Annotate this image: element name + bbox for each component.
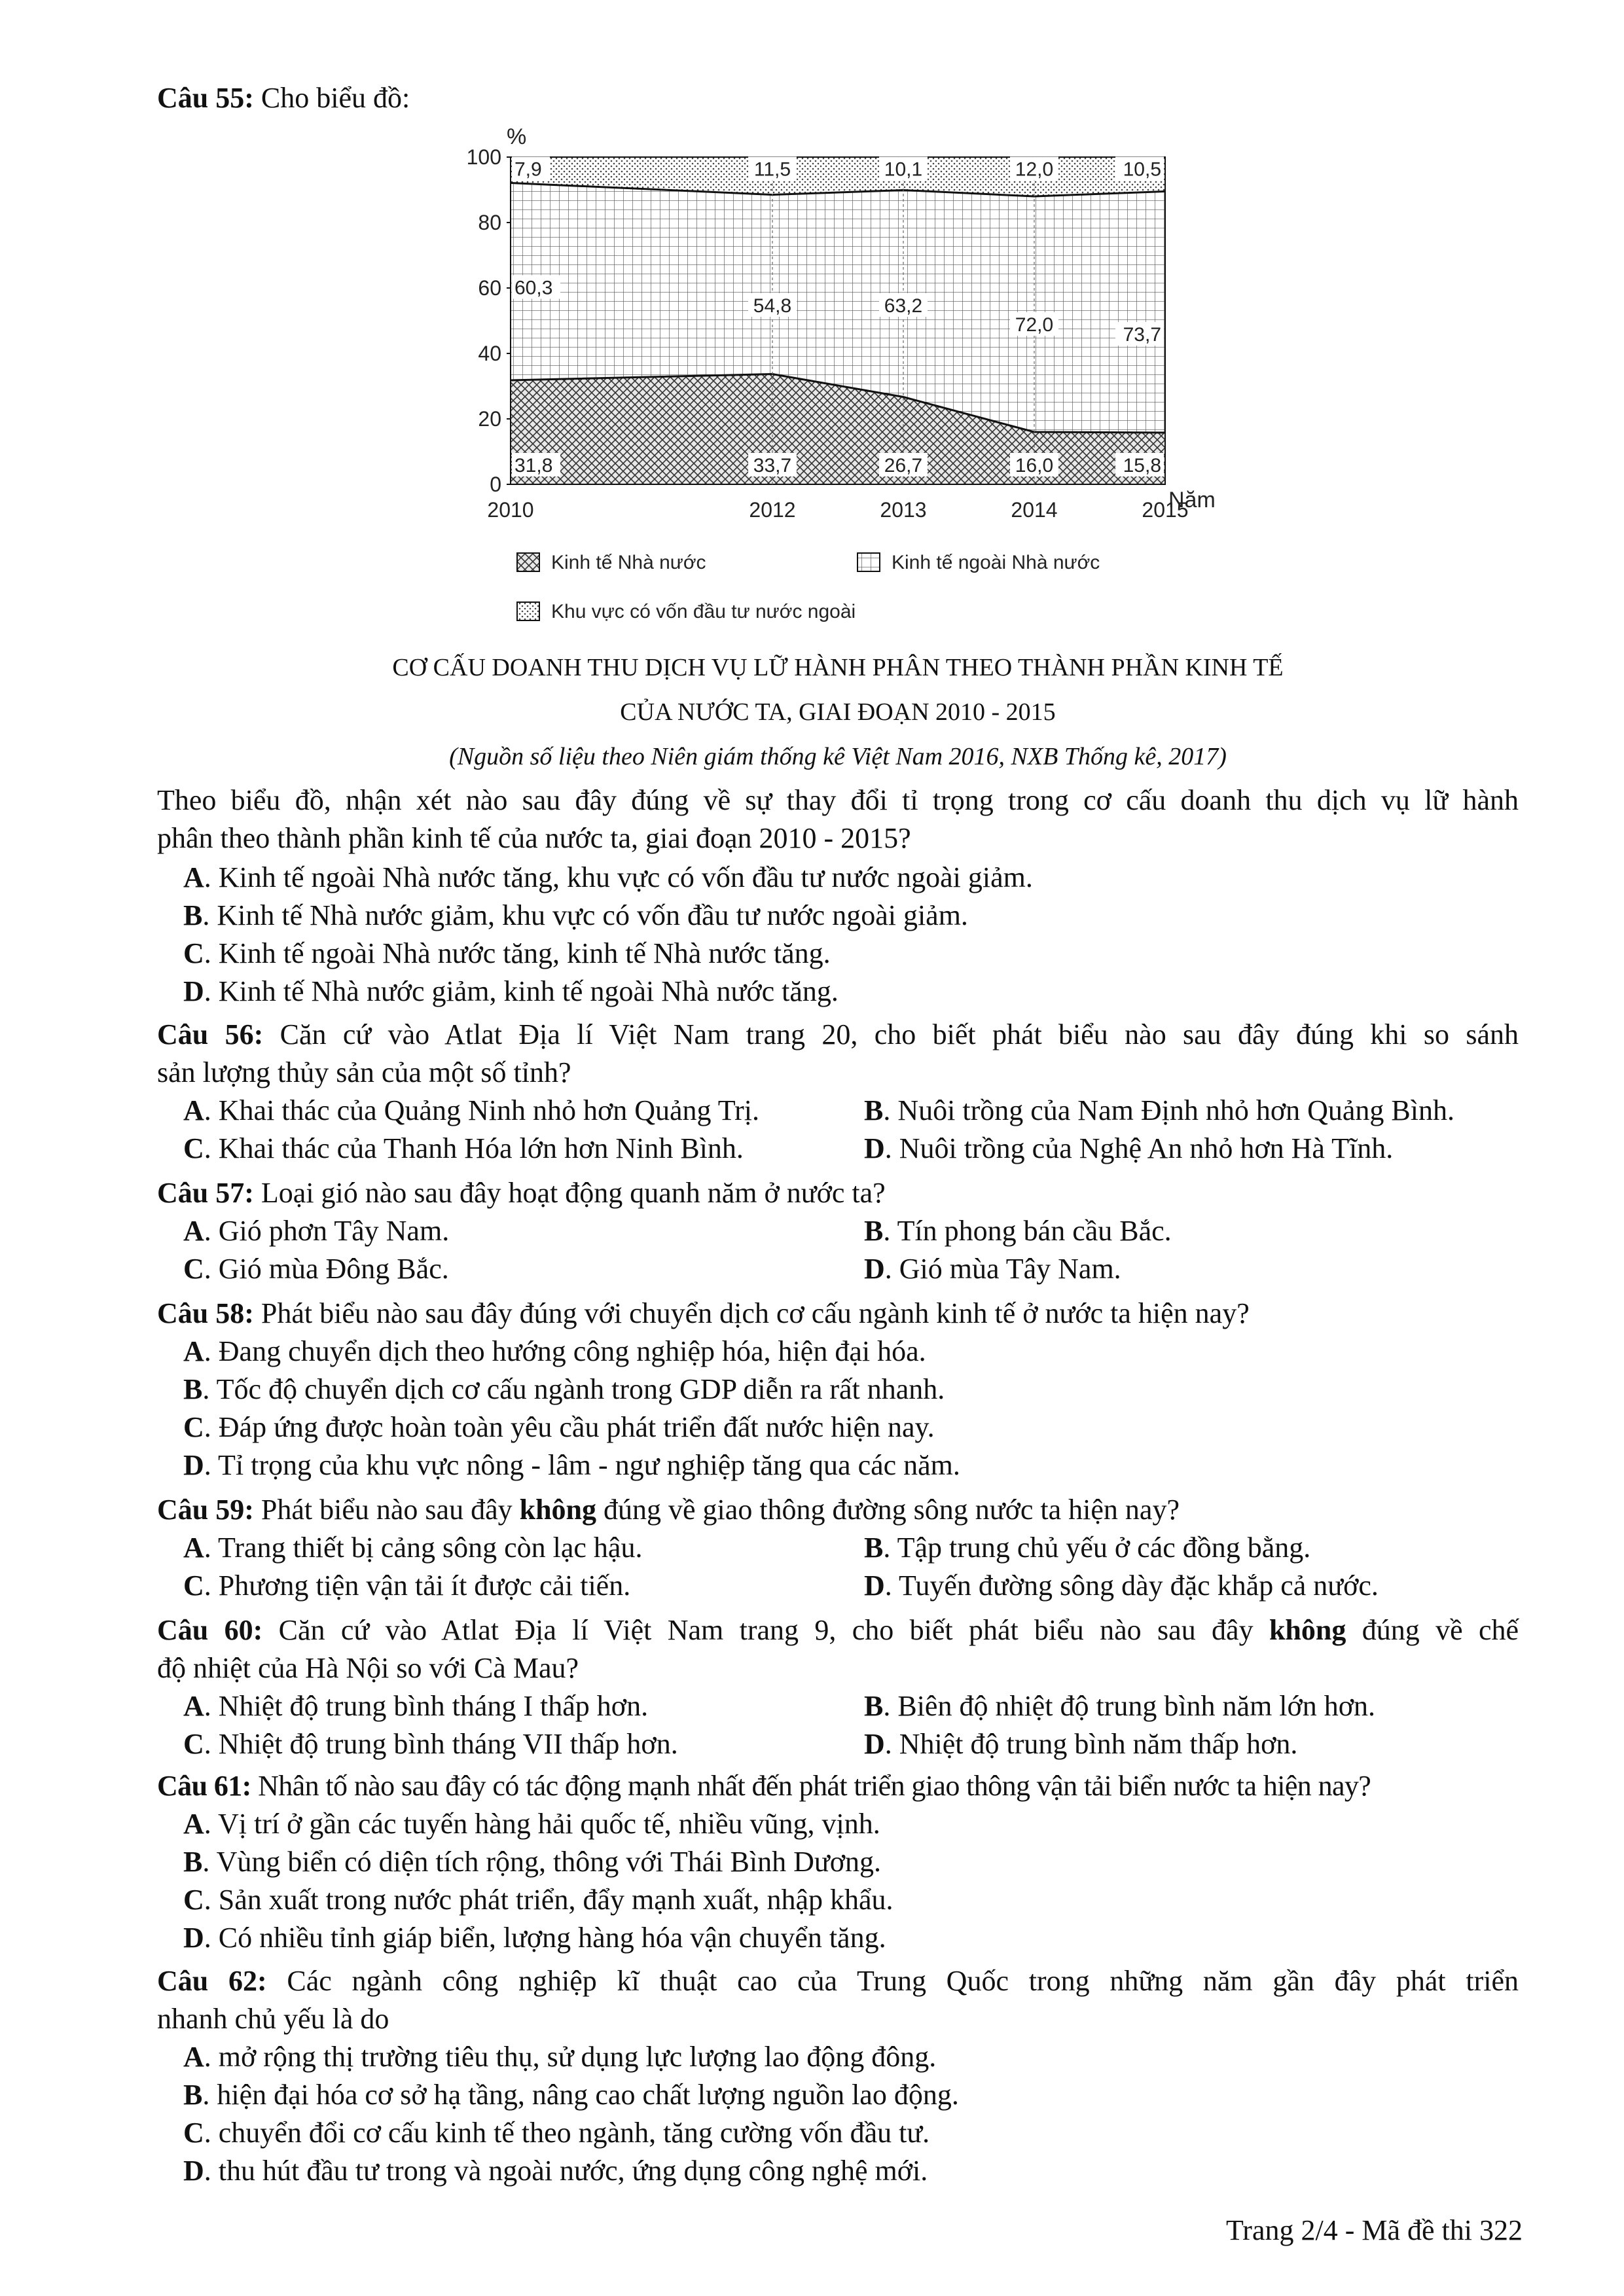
q60-option-b[interactable] [864,1688,1375,1725]
y-tick-label: 80 [478,211,501,234]
q60-line2: độ nhiệt của Hà Nội so với Cà Mau? [157,1652,579,1684]
q59-option-a[interactable] [183,1530,642,1566]
data-label: 10,5 [1123,158,1161,181]
q59-option-d[interactable] [864,1568,1379,1604]
y-tick-label: 40 [478,342,501,365]
page-footer: Trang 2/4 - Mã đề thi 322 [1225,2214,1523,2246]
q62-option-a[interactable] [183,2039,936,2075]
option-letter: B [864,1690,884,1722]
q60-option-c[interactable] [183,1726,678,1763]
option-text: . Tỉ trọng của khu vực nông - lâm - ngư nghiệp tăng qua các năm. [204,1449,960,1481]
option-text: . Đáp ứng được hoàn toàn yêu cầu phát triển đất nước hiện nay. [204,1411,935,1443]
q60-text-bold: không [1269,1614,1346,1646]
option-text: . Tuyến đường sông dày đặc khắp cả nước. [884,1570,1379,1602]
legend-swatch-non-state-sector [857,553,880,571]
q61-option-c[interactable] [183,1882,893,1918]
q55-text: Cho biểu đồ: [261,82,410,114]
option-text: . Biên độ nhiệt độ trung bình năm lớn hơn. [883,1690,1376,1722]
q59-text-post: đúng về giao thông đường sông nước ta hiện nay? [604,1494,1180,1526]
data-label: 26,7 [884,455,923,476]
option-text: . Khai thác của Thanh Hóa lớn hơn Ninh Bình. [204,1132,744,1164]
q59-text-pre: Phát biểu nào sau đây [261,1494,513,1526]
q58-label: Câu 58: [157,1297,254,1329]
q57-option-a[interactable] [183,1213,449,1249]
q56-text: Căn cứ vào Atlat Địa lí Việt Nam trang 20, cho biết phát biểu nào sau đây đúng khi so sánh [280,1018,1519,1050]
q61-option-a[interactable] [183,1806,880,1842]
y-tick-label: 0 [490,473,501,496]
option-letter: C [183,1884,204,1916]
legend-label-fdi-sector: Khu vực có vốn đầu tư nước ngoài [551,601,856,622]
x-tick-label: 2015 [1142,498,1189,522]
option-letter: A [183,1690,204,1722]
option-letter: C [183,1728,204,1760]
option-text: . Trang thiết bị cảng sông còn lạc hậu. [204,1532,643,1564]
q56-option-c[interactable] [183,1130,744,1167]
x-axis-unit: Năm [1168,488,1216,512]
option-text: . Vùng biển có diện tích rộng, thông với Thái Bình Dương. [202,1846,882,1878]
q62-line1 [157,1963,1519,2000]
chart-plot-area [467,145,1189,522]
y-axis-unit: % [507,124,527,149]
q60-line1 [157,1612,1519,1649]
x-tick-label: 2014 [1011,498,1058,522]
q58-option-d[interactable] [183,1447,960,1484]
option-text: . Khai thác của Quảng Ninh nhỏ hơn Quảng Trị. [204,1094,759,1126]
data-label: 16,0 [1015,455,1054,476]
q55-option-b[interactable] [183,897,968,934]
option-text: . hiện đại hóa cơ sở hạ tầng, nâng cao chất lượng nguồn lao động. [202,2079,959,2111]
option-letter: C [183,1570,204,1602]
q57-option-c[interactable] [183,1251,449,1287]
q61-option-b[interactable] [183,1844,881,1880]
q60-option-d[interactable] [864,1726,1297,1763]
q58-option-b[interactable] [183,1371,945,1408]
q55-question-line2: phân theo thành phần kinh tế của nước ta, giai đoạn 2010 - 2015? [157,822,911,854]
data-label: 31,8 [514,455,553,476]
option-letter: C [183,2117,204,2149]
legend-swatch-fdi-sector [517,602,539,620]
q55-header [157,80,410,117]
q57-option-d[interactable] [864,1251,1121,1287]
q55-question-line1: Theo biểu đồ, nhận xét nào sau đây đúng về sự thay đổi tỉ trọng trong cơ cấu doanh thu dịch vụ lữ hành [157,784,1519,816]
q55-option-d[interactable] [183,973,839,1010]
data-label: 54,8 [753,295,792,317]
option-text: . mở rộng thị trường tiêu thụ, sử dụng lực lượng lao động đông. [204,2041,937,2073]
option-letter: B [864,1532,884,1564]
q61-option-d[interactable] [183,1920,886,1956]
q55-source: (Nguồn số liệu theo Niên giám thống kê Việt Nam 2016, NXB Thống kê, 2017) [449,743,1227,770]
q61-text: Nhân tố nào sau đây có tác động mạnh nhất đến phát triển giao thông vận tải biển nước ta hiện nay? [258,1770,1371,1802]
q58-option-c[interactable] [183,1409,935,1446]
q59-option-b[interactable] [864,1530,1310,1566]
option-text: . Đang chuyển dịch theo hướng công nghiệp hóa, hiện đại hóa. [204,1335,926,1367]
legend-label-state-sector: Kinh tế Nhà nước [551,552,706,573]
option-letter: D [864,1570,885,1602]
option-letter: A [183,1532,204,1564]
option-text: . Có nhiều tỉnh giáp biển, lượng hàng hóa vận chuyển tăng. [204,1922,886,1954]
option-letter: D [864,1253,885,1285]
q61-label: Câu 61: [157,1770,251,1802]
option-text: . Sản xuất trong nước phát triển, đẩy mạnh xuất, nhập khẩu. [204,1884,893,1916]
q56-option-d[interactable] [864,1130,1393,1167]
option-text: . Kinh tế ngoài Nhà nước tăng, kinh tế Nhà nước tăng. [204,937,831,969]
data-label: 7,9 [514,158,542,181]
q59-label: Câu 59: [157,1494,254,1526]
q62-option-b[interactable] [183,2077,959,2113]
data-label: 15,8 [1123,455,1161,476]
q57-line1 [157,1175,886,1211]
q56-line2: sản lượng thủy sản của một số tỉnh? [157,1056,571,1088]
x-tick-label: 2013 [880,498,927,522]
option-text: . Kinh tế Nhà nước giảm, kinh tế ngoài Nhà nước tăng. [204,975,839,1007]
x-tick-label: 2012 [749,498,796,522]
q60-text-post: đúng về chế [1362,1614,1519,1646]
option-letter: B [864,1094,884,1126]
option-text: . thu hút đầu tư trong và ngoài nước, ứng dụng công nghệ mới. [204,2155,928,2187]
q62-option-c[interactable] [183,2115,929,2151]
option-text: . Nuôi trồng của Nam Định nhỏ hơn Quảng Bình. [883,1094,1454,1126]
option-letter: B [183,1846,203,1878]
option-text: . Nhiệt độ trung bình tháng I thấp hơn. [204,1690,649,1722]
y-tick-label: 60 [478,276,501,300]
q55-caption-line1: CƠ CẤU DOANH THU DỊCH VỤ LỮ HÀNH PHÂN THEO THÀNH PHẦN KINH TẾ [392,654,1284,681]
data-label: 73,7 [1123,324,1161,346]
option-text: . Nhiệt độ trung bình năm thấp hơn. [884,1728,1298,1760]
option-letter: C [183,1253,204,1285]
option-text: . Gió phơn Tây Nam. [204,1215,450,1247]
q59-text-bold: không [519,1494,597,1526]
option-letter: A [183,2041,204,2073]
option-letter: C [183,937,204,969]
q58-text: Phát biểu nào sau đây đúng với chuyển dịch cơ cấu ngành kinh tế ở nước ta hiện nay? [261,1297,1250,1329]
q57-option-b[interactable] [864,1213,1172,1249]
chart-legend [517,552,1100,622]
legend-label-non-state-sector: Kinh tế ngoài Nhà nước [892,552,1100,573]
option-letter: D [183,975,204,1007]
option-letter: A [183,1094,204,1126]
option-letter: D [183,2155,204,2187]
q59-option-c[interactable] [183,1568,630,1604]
q55-option-a[interactable] [183,859,1033,896]
option-letter: A [183,1215,204,1247]
q57-label: Câu 57: [157,1177,254,1209]
y-tick-label: 20 [478,407,501,431]
q60-label: Câu 60: [157,1614,263,1646]
q55-caption-line2: CỦA NƯỚC TA, GIAI ĐOẠN 2010 - 2015 [620,698,1056,726]
data-label: 11,5 [753,158,791,181]
option-text: . Nuôi trồng của Nghệ An nhỏ hơn Hà Tĩnh. [884,1132,1394,1164]
data-label: 63,2 [884,295,923,317]
q57-text: Loại gió nào sau đây hoạt động quanh năm ở nước ta? [261,1177,886,1209]
q62-line2: nhanh chủ yếu là do [157,2003,389,2035]
x-tick-label: 2010 [487,498,534,522]
q55-option-c[interactable] [183,935,831,972]
q59-line1 [157,1492,1180,1528]
q56-line1 [157,1016,1519,1053]
legend-swatch-state-sector [517,553,539,571]
option-text: . Vị trí ở gần các tuyến hàng hải quốc tế, nhiều vũng, vịnh. [204,1808,880,1840]
option-letter: B [183,2079,203,2111]
q56-label: Câu 56: [157,1018,264,1050]
option-letter: A [183,1335,204,1367]
option-letter: B [183,899,203,931]
q58-line1 [157,1295,1250,1332]
option-letter: D [864,1728,885,1760]
q62-label: Câu 62: [157,1965,267,1997]
q56-option-b[interactable] [864,1092,1454,1129]
option-text: . Kinh tế ngoài Nhà nước tăng, khu vực có vốn đầu tư nước ngoài giảm. [204,861,1033,893]
q62-option-d[interactable] [183,2153,928,2189]
option-text: . Kinh tế Nhà nước giảm, khu vực có vốn đầu tư nước ngoài giảm. [202,899,968,931]
option-letter: A [183,1808,204,1840]
option-letter: B [183,1373,203,1405]
y-tick-label: 100 [466,145,501,169]
option-text: . chuyển đổi cơ cấu kinh tế theo ngành, tăng cường vốn đầu tư. [204,2117,930,2149]
option-letter: C [183,1411,204,1443]
q60-text-pre: Căn cứ vào Atlat Địa lí Việt Nam trang 9, cho biết phát biểu nào sau đây [278,1614,1254,1646]
option-text: . Tập trung chủ yếu ở các đồng bằng. [883,1532,1311,1564]
q60-option-a[interactable] [183,1688,648,1725]
data-label: 12,0 [1015,158,1054,181]
option-text: . Tín phong bán cầu Bắc. [883,1215,1172,1247]
q55-label: Câu 55: [157,82,254,114]
q56-option-a[interactable] [183,1092,759,1129]
option-text: . Gió mùa Tây Nam. [884,1253,1121,1285]
data-label: 72,0 [1015,314,1054,336]
option-letter: D [183,1922,204,1954]
q61-line1 [157,1768,1371,1804]
option-letter: D [183,1449,204,1481]
option-text: . Gió mùa Đông Bắc. [204,1253,449,1285]
data-label: 10,1 [884,158,923,181]
q58-option-a[interactable] [183,1333,926,1370]
option-text: . Nhiệt độ trung bình tháng VII thấp hơn. [204,1728,678,1760]
option-letter: D [864,1132,885,1164]
option-text: . Phương tiện vận tải ít được cải tiến. [204,1570,631,1602]
data-label: 33,7 [753,455,792,476]
q62-text: Các ngành công nghiệp kĩ thuật cao của Trung Quốc trong những năm gần đây phát triển [287,1965,1519,1997]
option-letter: A [183,861,204,893]
data-label: 60,3 [514,277,553,299]
option-letter: C [183,1132,204,1164]
tourism-revenue-chart [458,118,1257,648]
option-letter: B [864,1215,884,1247]
option-text: . Tốc độ chuyển dịch cơ cấu ngành trong GDP diễn ra rất nhanh. [202,1373,945,1405]
